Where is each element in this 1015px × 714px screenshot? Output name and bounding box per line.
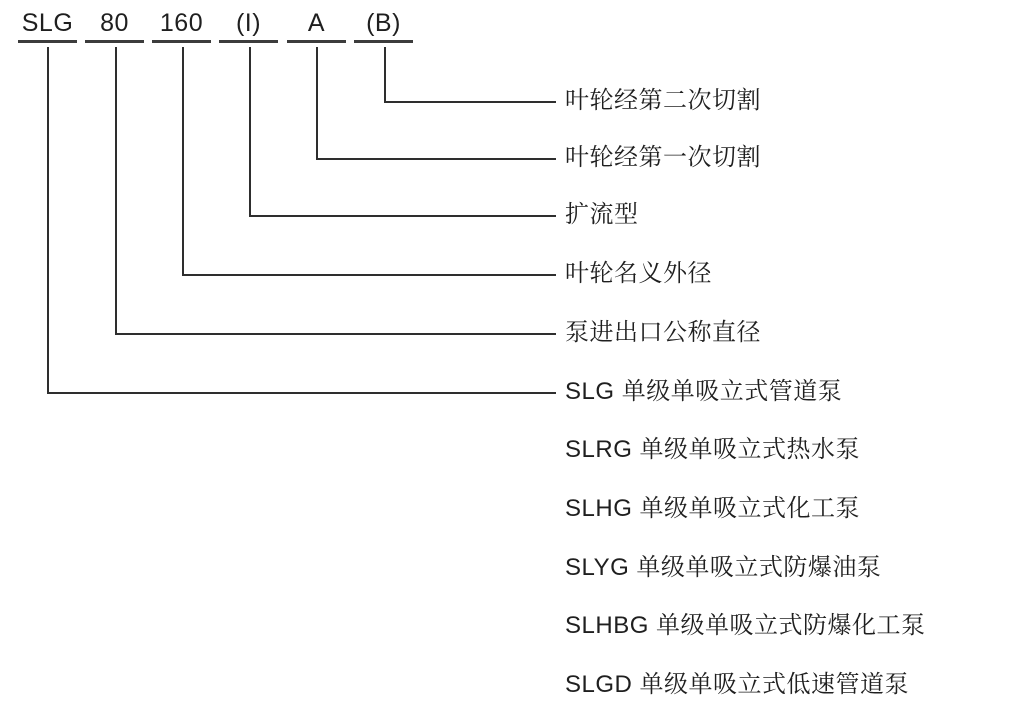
model-segment-i (219, 4, 278, 43)
callout-label-first-cut: 叶轮经第一次切割 (565, 144, 761, 171)
series-item-slyg: SLYG 单级单吸立式防爆油泵 (565, 554, 882, 581)
callout-label-slg-series: SLG 单级单吸立式管道泵 (565, 378, 843, 405)
callout-label-diffuser-type: 扩流型 (565, 201, 639, 228)
model-segment-slg (18, 4, 77, 43)
callout-label-impeller-diameter: 叶轮名义外径 (565, 260, 712, 287)
model-segment-text: A (307, 9, 326, 37)
series-item-slgd: SLGD 单级单吸立式低速管道泵 (565, 671, 910, 698)
connector-line-slg (47, 47, 556, 394)
series-item-slhbg: SLHBG 单级单吸立式防爆化工泵 (565, 612, 926, 639)
model-segment-160 (152, 4, 211, 43)
model-segment-text: (B) (366, 9, 401, 37)
series-item-slrg: SLRG 单级单吸立式热水泵 (565, 436, 861, 463)
model-segment-text: 80 (100, 9, 129, 37)
model-segment-80 (85, 4, 144, 43)
model-segment-text: 160 (159, 9, 204, 37)
model-segment-text: (I) (235, 9, 262, 37)
callout-label-nominal-port-diameter: 泵进出口公称直径 (565, 319, 761, 346)
callout-label-second-cut: 叶轮经第二次切割 (565, 87, 761, 114)
model-segment-a (287, 4, 346, 43)
model-segment-b (354, 4, 413, 43)
series-item-slhg: SLHG 单级单吸立式化工泵 (565, 495, 861, 522)
model-segment-text: SLG (21, 9, 74, 37)
